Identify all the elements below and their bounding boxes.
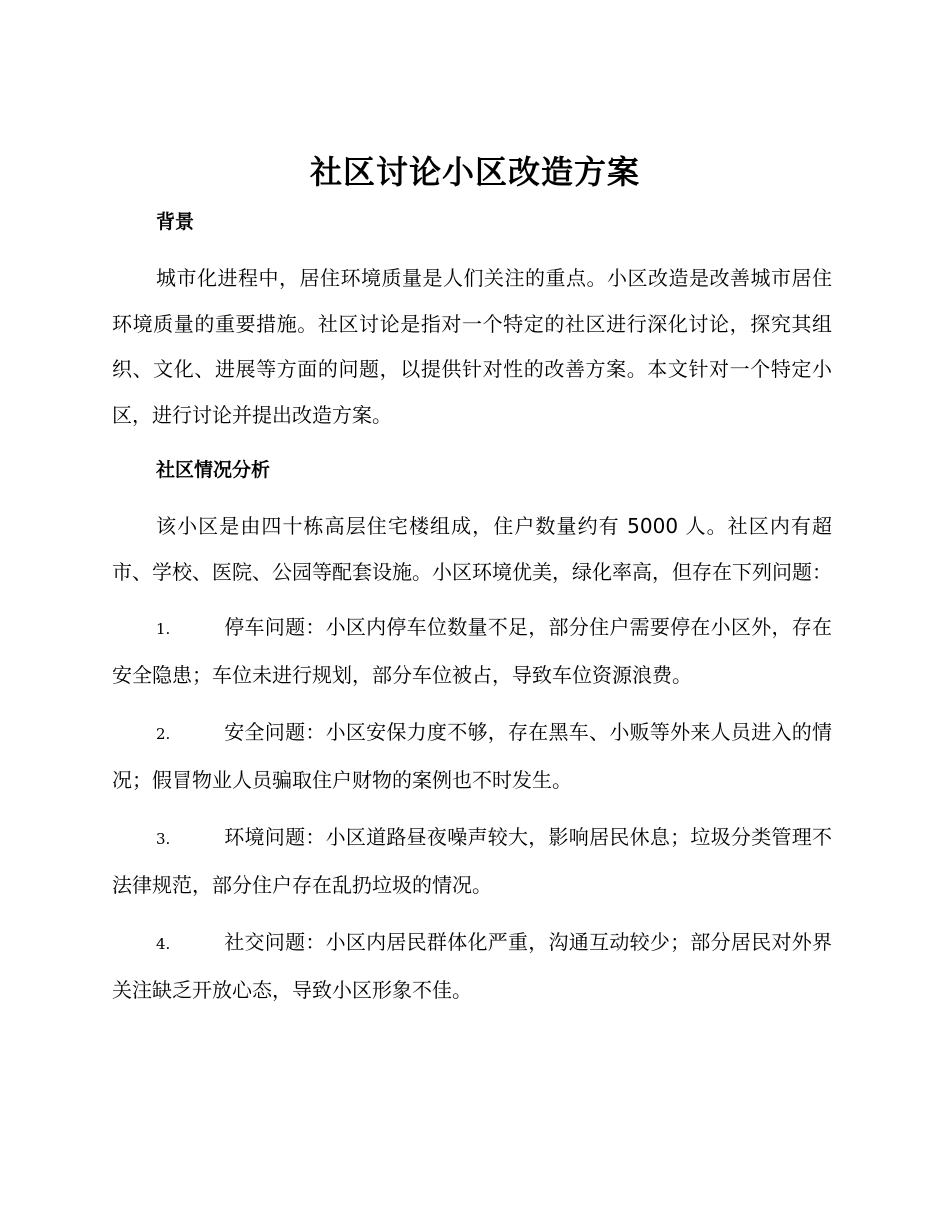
- section-heading-analysis: 社区情况分析: [156, 459, 271, 481]
- list-item-text: 停车问题：小区内停车位数量不足，部分住户需要停在小区外，存在安全隐患；车位未进行规划，部分车位被占，导致车位资源浪费。: [112, 615, 832, 687]
- list-item-number: 2.: [156, 725, 171, 743]
- list-item-text: 安全问题：小区安保力度不够，存在黑车、小贩等外来人员进入的情况；假冒物业人员骗取住户财物的案例也不时发生。: [112, 720, 832, 792]
- list-item-number: 3.: [156, 830, 171, 848]
- spacer: [112, 595, 832, 605]
- list-item-number: 4.: [156, 935, 171, 953]
- list-item-text: 环境问题：小区道路昼夜噪声较大，影响居民休息；垃圾分类管理不法律规范，部分住户存在乱扔垃圾的情况。: [112, 825, 832, 897]
- analysis-paragraph: 该小区是由四十栋高层住宅楼组成，住户数量约有 5000 人。社区内有超市、学校、医院、公园等配套设施。小区环境优美，绿化率高，但存在下列问题：: [112, 514, 832, 584]
- document-title: 社区讨论小区改造方案: [309, 153, 640, 191]
- issue-list: [112, 605, 832, 1013]
- list-item-text: 社交问题：小区内居民群体化严重，沟通互动较少；部分居民对外界关注缺乏开放心态，导致小区形象不佳。: [112, 930, 832, 1002]
- spacer: [112, 492, 832, 504]
- list-item: [112, 815, 832, 908]
- list-item: [112, 920, 832, 1013]
- list-item-number: 1.: [156, 620, 171, 638]
- background-paragraph: 城市化进程中，居住环境质量是人们关注的重点。小区改造是改善城市居住环境质量的重要措施。社区讨论是指对一个特定的社区进行深化讨论，探究其组织、文化、进展等方面的问题，以提供针对性的改善方案。本文针对一个特定小区，进行讨论并提出改造方案。: [112, 266, 832, 427]
- list-item: [112, 605, 832, 698]
- spacer: [112, 244, 832, 256]
- section-heading-background: 背景: [156, 211, 195, 233]
- list-item: [112, 710, 832, 803]
- document-body: [112, 200, 832, 1025]
- spacer: [112, 438, 832, 448]
